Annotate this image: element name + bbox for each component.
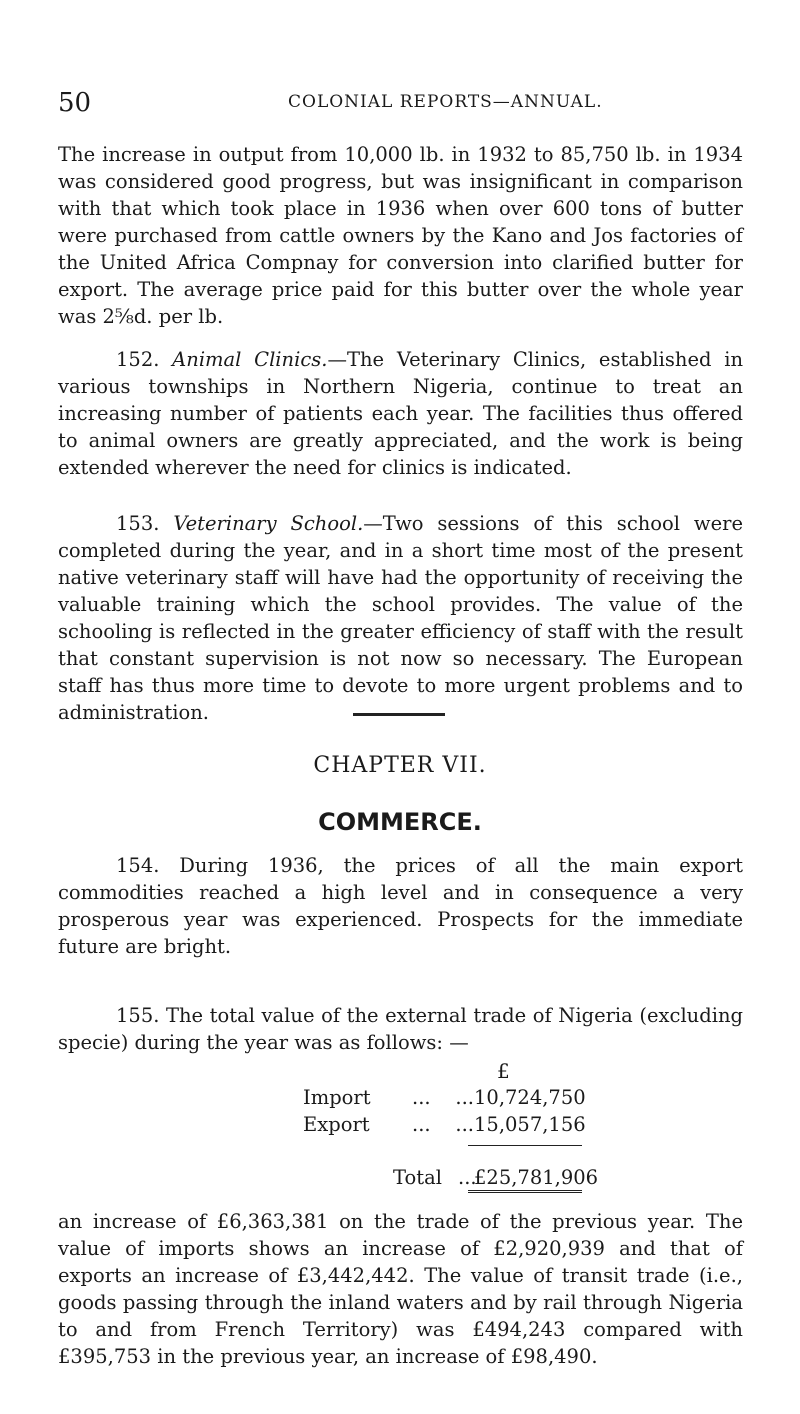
section-heading: Animal Clinics. xyxy=(172,348,328,371)
leader-dots: ... ... xyxy=(412,1113,475,1136)
sum-rule xyxy=(468,1145,582,1146)
total-label: Total xyxy=(393,1166,442,1189)
total-value: £25,781,906 xyxy=(474,1166,599,1189)
row-value: 15,057,156 xyxy=(474,1113,586,1136)
paragraph-text: —Two sessions of this school were completed during the year, and in a short time most of the present native veterinary staff will have had the opportunity of receiving the valuable training which the school provides. The value of the schooling is reflected in the greater efficiency of staff with the result that constant supervision is not now so necessary. The European staff has thus more time to devote to more urgent problems and to administration. xyxy=(58,512,744,724)
row-label: Import xyxy=(303,1086,371,1109)
page-number: 50 xyxy=(58,88,92,118)
table-row xyxy=(0,1113,800,1140)
paragraph-veterinary-school xyxy=(58,510,743,726)
leader-dots: ... ... xyxy=(412,1086,475,1109)
row-label: Export xyxy=(303,1113,370,1136)
paragraph-text: 155. The total value of the external trade of Nigeria (excluding specie) during the year was as follows: — xyxy=(58,1004,743,1054)
chapter-title: CHAPTER VII. xyxy=(313,753,487,778)
leader-dots: ... xyxy=(458,1166,477,1189)
paragraph-number: 153. xyxy=(116,512,160,535)
paragraph-animal-clinics xyxy=(58,346,743,481)
chapter-divider xyxy=(353,713,445,716)
paragraph-commerce-prices xyxy=(58,852,743,960)
paragraph-text: an increase of £6,363,381 on the trade of the previous year. The value of imports shows an increase of £2,920,939 and that of exports an increase of £3,442,442. The value of transit trade (i.e., goods passing through the inland waters and by rail through Nigeria to and from French Territory) was £494,243 compared with £395,753 in the previous year, an increase of £98,490. xyxy=(58,1210,743,1368)
paragraph-trade-increase xyxy=(58,1208,743,1370)
row-value: 10,724,750 xyxy=(474,1086,586,1109)
total-rule xyxy=(468,1190,582,1193)
currency-header: £ xyxy=(497,1059,510,1083)
running-head: COLONIAL REPORTS—ANNUAL. xyxy=(288,92,603,112)
section-heading: Veterinary School. xyxy=(173,512,364,535)
paragraph-text: The increase in output from 10,000 lb. in 1932 to 85,750 lb. in 1934 was considered good progress, but was insignificant in comparison with that which took place in 1936 when over 600 tons of butter were purchased from cattle owners by the Kano and Jos factories of the United Africa Compnay for conversion into clarified butter for export. The average price paid for this butter over the whole year was 2⅝d. per lb. xyxy=(58,143,743,328)
table-row-total xyxy=(0,1166,800,1193)
paragraph-external-trade xyxy=(58,1002,743,1056)
paragraph-text: 154. During 1936, the prices of all the main export commodities reached a high level and in consequence a very prosperous year was experienced. Prospects for the immediate future are bright. xyxy=(58,854,743,958)
paragraph-butter-output xyxy=(58,141,743,330)
table-row xyxy=(0,1086,800,1113)
paragraph-text: —The Veterinary Clinics, established in various townships in Northern Nigeria, continue to treat an increasing number of patients each year. The facilities thus offered to animal owners are greatly appreciated, and the work is being extended wherever the need for clinics is indicated. xyxy=(58,348,743,479)
section-title: COMMERCE. xyxy=(318,808,482,836)
paragraph-number: 152. xyxy=(116,348,160,371)
